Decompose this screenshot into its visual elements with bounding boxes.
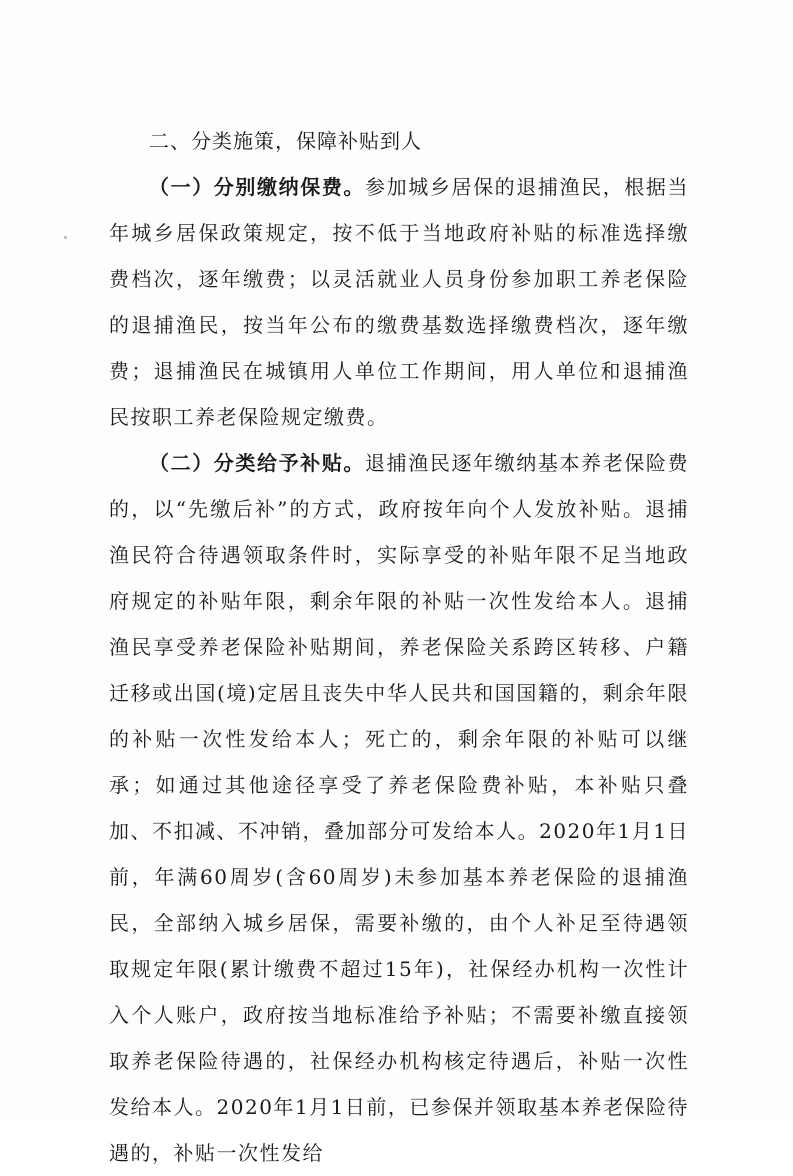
- paragraph-text: 参加城乡居保的退捕渔民，根据当年城乡居保政策规定，按不低于当地政府补贴的标准选择缴费档次，逐年缴费；以灵活就业人员身份参加职工养老保险的退捕渔民，按当年公布的缴费基数选择缴费档次，逐年缴费；退捕渔民在城镇用人单位工作期间，用人单位和退捕渔民按职工养老保险规定缴费。: [109, 175, 690, 429]
- document-body: [109, 118, 689, 1176]
- paragraph-text: 退捕渔民逐年缴纳基本养老保险费的，以“先缴后补”的方式，政府按年向个人发放补贴。退捕渔民符合待遇领取条件时，实际享受的补贴年限不足当地政府规定的补贴年限，剩余年限的补贴一次性发给本人。退捕渔民享受养老保险补贴期间，养老保险关系跨区转移、户籍迁移或出国(境)定居且丧失中华人民共和国国籍的，剩余年限的补贴一次性发给本人；死亡的，剩余年限的补贴可以继承；如通过其他途径享受了养老保险费补贴，本补贴只叠加、不扣减、不冲销，叠加部分可发给本人。2020年1月1日前，年满60周岁(含60周岁)未参加基本养老保险的退捕渔民，全部纳入城乡居保，需要补缴的，由个人补足至待遇领取规定年限(累计缴费不超过15年)，社保经办机构一次性计入个人账户，政府按当地标准给予补贴；不需要补缴直接领取养老保险待遇的，社保经办机构核定待遇后，补贴一次性发给本人。2020年1月1日前，已参保并领取基本养老保险待遇的，补贴一次性发给: [109, 451, 690, 1165]
- paragraph-subsidies: [109, 440, 689, 1176]
- scan-speck: [64, 236, 67, 239]
- paragraph-lead: （二）分类给予补贴。: [149, 451, 366, 475]
- paragraph-contributions: [109, 164, 689, 440]
- paragraph-lead: （一）分别缴纳保费。: [149, 175, 366, 199]
- section-heading: 二、分类施策，保障补贴到人: [149, 129, 422, 153]
